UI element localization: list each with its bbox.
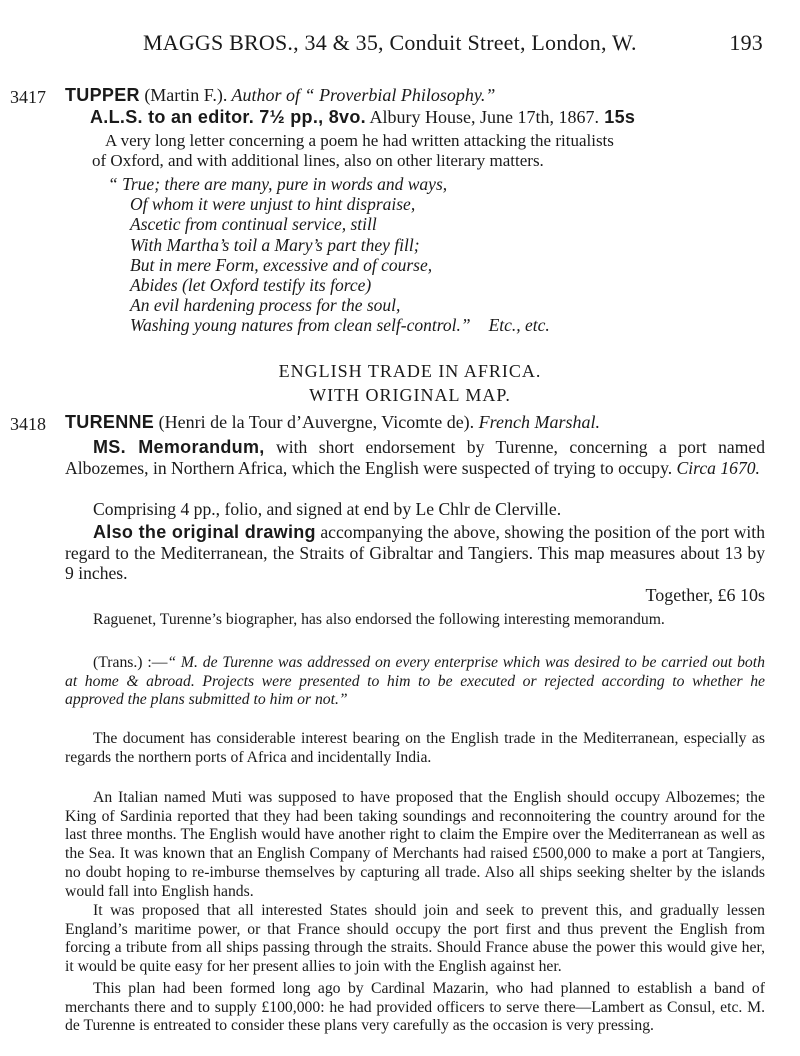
memo-date: Circa 1670. <box>672 457 760 478</box>
entry-3418-para-muti: An Italian named Muti was supposed to have proposed that the English should occupy Albozemes; the King of Sardinia reported that they had been taking soundings and reconnoitering the country around for the last three months. The English would have another right to claim the Empire over the Mediterranean as well as the Sea. It was known that an English Company of Merchants had raised £500,000 to make a port at Tangiers, no doubt hoping to re-imburse themselves by capturing all trade. Also all ships seeking shelter by the islands would fall into English hands. <box>65 789 765 900</box>
memo-text: with short endorsement by Turenne, concerning a port named Albozemes, in Northern Africa, which the English were suspected of trying to occupy. <box>65 437 766 478</box>
translation-text: “ M. de Turenne was addressed on every enterprise which was desired to be carried out both at home & abroad. Projects were presented to him to be executed or rejected according to whether he approved the plans submitted to him or not.” <box>65 654 765 709</box>
poem-quotation <box>108 174 758 336</box>
entry-3418-author-line <box>65 413 765 432</box>
poem-last-text: Washing young natures from clean self-control.” <box>130 315 471 336</box>
author-name: TUPPER <box>65 85 140 105</box>
section-heading: ENGLISH TRADE IN AFRICA. <box>278 361 542 381</box>
poem-etc: Etc., etc. <box>488 315 550 336</box>
section-subheading: WITH ORIGINAL MAP. <box>309 385 511 405</box>
author-detail: (Henri de la Tour d’Auvergne, Vicomte de). <box>154 412 475 432</box>
entry-3417-item-line <box>90 108 765 127</box>
entry-number-3417: 3417 <box>10 87 46 107</box>
entry-3417-desc-2: of Oxford, and with additional lines, also on other literary matters. <box>92 151 544 170</box>
entry-3417-author-line <box>65 86 765 105</box>
entry-number-3418: 3418 <box>10 414 46 434</box>
memo-title: MS. Memorandum, <box>93 437 265 457</box>
page-header <box>143 30 763 64</box>
entry-3418-para-interest: The document has considerable interest bearing on the English trade in the Mediterranean, especially as regards the northern ports of Africa and incidentally India. <box>65 730 765 766</box>
entry-3417-desc-1: A very long letter concerning a poem he had written attacking the ritualists <box>105 131 614 150</box>
translation-lead: (Trans.) :— <box>93 654 168 671</box>
poem-line-last <box>108 315 758 335</box>
together-price: Together, £6 10s <box>645 585 765 605</box>
poem-line: With Martha’s toil a Mary’s part they fill; <box>130 234 420 255</box>
item-place-date: Albury House, June 17th, 1867. <box>365 107 599 127</box>
page-number: 193 <box>729 30 763 55</box>
author-role: French Marshal. <box>474 412 600 432</box>
poem-line: An evil hardening process for the soul, <box>130 295 401 316</box>
poem-line: But in mere Form, excessive and of course, <box>130 254 433 275</box>
entry-3418-para-memo <box>65 437 765 478</box>
author-role: Author of “ Proverbial Philosophy.” <box>227 85 496 105</box>
entry-3418-para-proposal: It was proposed that all interested States should join and seek to prevent this, and gradually lessen England’s maritime power, or that France should occupy the port first and thus prevent the English from forcing a tribute from all ships passing through the straits. Should France abuse the power this would give her, it would be quite easy for her present allies to join with the English against her. <box>65 902 765 976</box>
entry-3418-para-mazarin: This plan had been formed long ago by Cardinal Mazarin, who had planned to establish a band of merchants there and to supply £100,000: he had provided officers to serve there—Lambert as Consul, etc. M. de Turenne is entreated to consider these plans very carefully as the occasion is very pressing. <box>65 980 765 1035</box>
poem-line: Of whom it were unjust to hint dispraise, <box>130 194 416 215</box>
drawing-title: Also the original drawing <box>93 522 316 542</box>
item-description: A.L.S. to an editor. 7½ pp., 8vo. <box>90 107 366 127</box>
author-detail: (Martin F.). <box>139 85 228 105</box>
publisher-line: MAGGS BROS., 34 & 35, Conduit Street, London, W. <box>143 30 637 55</box>
entry-3418-para-raguenet: Raguenet, Turenne’s biographer, has also endorsed the following interesting memorandum. <box>93 611 665 628</box>
poem-line: Abides (let Oxford testify its force) <box>130 275 372 296</box>
author-name: TURENNE <box>65 412 155 432</box>
entry-3418-price <box>65 586 765 605</box>
item-price: 15s <box>598 107 636 127</box>
drawing-text: accompanying the above, showing the position of the port with regard to the Mediterranean, the Straits of Gibraltar and Tangiers. This map measures about 13 by 9 inches. <box>65 522 765 583</box>
poem-line: Ascetic from continual service, still <box>130 214 377 235</box>
entry-3418-para-comprising: Comprising 4 pp., folio, and signed at end by Le Chlr de Clerville. <box>93 499 562 519</box>
entry-3418-para-translation <box>65 654 765 710</box>
entry-3418-para-drawing <box>65 522 765 584</box>
poem-line: “ True; there are many, pure in words and ways, <box>108 174 448 194</box>
